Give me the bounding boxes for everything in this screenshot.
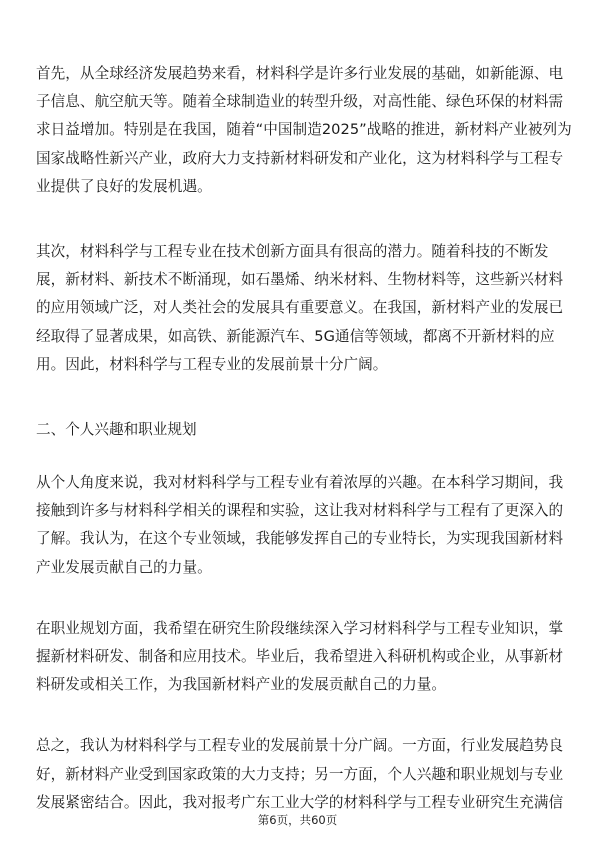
text-line: 其次，材料科学与工程专业在技术创新方面具有很高的潜力。随着科技的不断发 [36,242,549,260]
text-line: 了解。我认为，在这个专业领域，我能够发挥自己的专业特长，为实现我国新材料 [36,530,564,548]
text-line: 握新材料研发、制备和应用技术。毕业后，我希望进入科研机构或企业，从事新材 [36,648,564,666]
text-line: 好，新材料产业受到国家政策的大力支持；另一方面，个人兴趣和职业规划与专业 [36,765,564,783]
paragraph-conclusion [36,732,562,817]
text-line: 子信息、航空航天等。随着全球制造业的转型升级，对高性能、绿色环保的材料需 [36,93,564,111]
section-heading: 二、个人兴趣和职业规划 [36,420,197,438]
text-line: 国家战略性新兴产业，政府大力支持新材料研发和产业化，这为材料科学与工程专 [36,149,564,167]
paragraph-innovation [36,238,562,379]
paragraph-career-plan [36,615,562,700]
text-line: 接触到许多与材料科学相关的课程和实验，这让我对材料科学与工程有了更深入的 [36,502,564,520]
text-line: 用。因此，材料科学与工程专业的发展前景十分广阔。 [36,355,388,373]
text-line: 产业发展贡献自己的力量。 [36,558,212,576]
text-line: 业提供了良好的发展机遇。 [36,177,212,195]
text-line: 首先，从全球经济发展趋势来看，材料科学是许多行业发展的基础，如新能源、电 [36,65,564,82]
page-number-footer: 第6页，共60页 [257,813,338,827]
text-line: 在职业规划方面，我希望在研究生阶段继续深入学习材料科学与工程专业知识，掌 [36,619,564,637]
text-line: 料研发或相关工作，为我国新材料产业的发展贡献自己的力量。 [36,676,447,694]
paragraph-global-trend [36,60,572,201]
text-line: 总之，我认为材料科学与工程专业的发展前景十分广阔。一方面，行业发展趋势良 [36,737,564,755]
document-body [36,60,572,817]
text-line: 经取得了显著成果，如高铁、新能源汽车、5G通信等领域，都离不开新材料的应 [36,327,555,345]
text-line: 展，新材料、新技术不断涌现，如石墨烯、纳米材料、生物材料等，这些新兴材料 [36,271,564,289]
text-line: 发展紧密结合。因此，我对报考广东工业大学的材料科学与工程专业研究生充满信 [36,793,564,811]
text-line: 的应用领域广泛，对人类社会的发展具有重要意义。在我国，新材料产业的发展已 [36,299,564,317]
paragraph-personal-interest [36,469,562,582]
text-line: 从个人角度来说，我对材料科学与工程专业有着浓厚的兴趣。在本科学习期间，我 [36,474,564,492]
text-line: 求日益增加。特别是在我国，随着“中国制造2025”战略的推进，新材料产业被列为 [36,121,572,139]
